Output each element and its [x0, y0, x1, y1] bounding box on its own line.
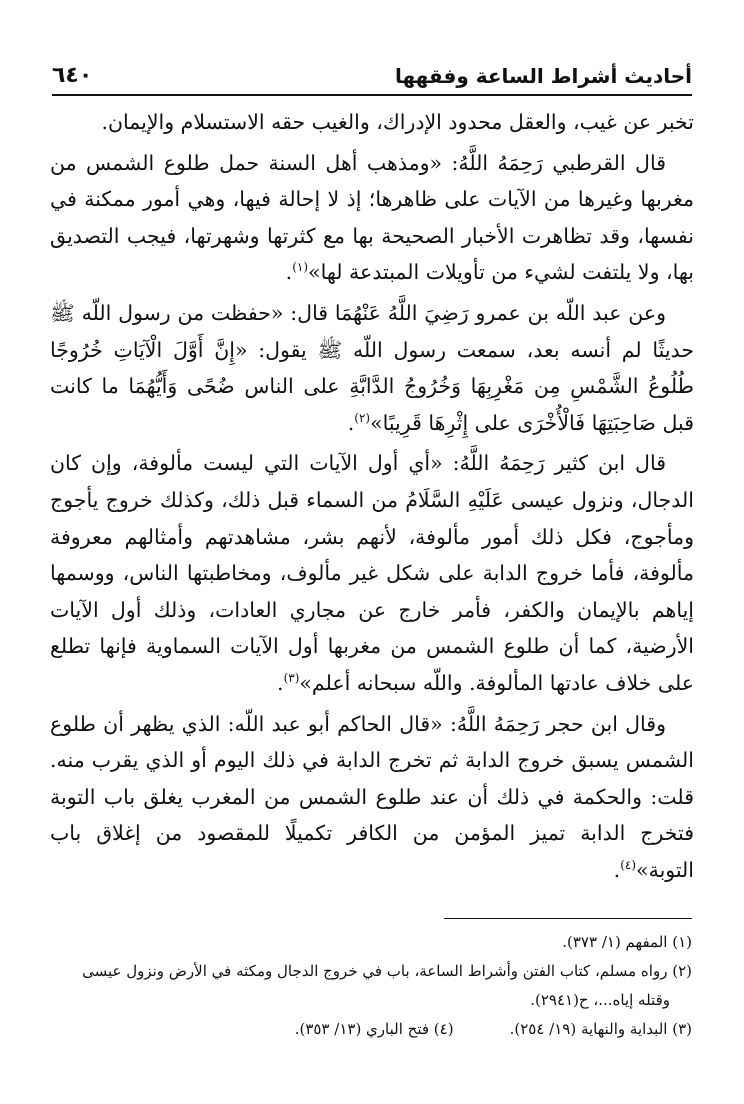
footnote-ref-3: (٣) — [283, 671, 300, 686]
paragraph-ibn-hajar: وقال ابن حجر رَحِمَهُ اللَّهُ: «قال الحاكم أبو عبد اللّه: الذي يظهر أن طلوع الشمس يسبق خروج الدابة ثم تخرج الدابة في ذلك اليوم أو الذي يقرب منه. قلت: والحكمة في ذلك أن عند طلوع الشمس من المغرب يغلق باب التوبة فتخرج الدابة تميز المؤمن من الكافر تكميلًا للمقصود من إغلاق باب التوبة»$^{(٤)}$. — [50, 711, 694, 882]
paragraph-continuation: تخبر عن غيب، والعقل محدود الإدراك، والغيب حقه الاستسلام والإيمان. — [101, 110, 694, 134]
footnote-row — [52, 1015, 692, 1044]
paragraph-ibn-kathir: قال ابن كثير رَحِمَهُ اللَّهُ: «أي أول الآيات التي ليست مألوفة، وإن كان الدجال، ونزول عيسى عَلَيْهِ السَّلَامُ من السماء قبل ذلك، وكذلك خروج يأجوج ومأجوج، فكل ذلك أمور مألوفة، لأنهم بشر، مشاهدتهم وأمثالهم معروفة مألوفة، فأما خروج الدابة على شكل غير مألوف، ومخاطبتها الناس، ووسمها إياهم بالإيمان والكفر، فأمر خارج عن مجاري العادات، وذلك أول الآيات الأرضية، كما أن طلوع الشمس من مغربها أول الآيات السماوية فإنها تطلع على خلاف عادتها المألوفة. واللّه سبحانه أعلم»$^{(٣)}$. — [50, 451, 694, 695]
running-title: أحاديث أشراط الساعة وفقهها — [394, 64, 692, 88]
footnote-ref-4: (٤) — [620, 858, 637, 873]
page-header — [52, 58, 692, 88]
page-number: ٦٤٠ — [52, 63, 93, 88]
header-divider — [52, 94, 692, 96]
paragraph-qurtubi: قال القرطبي رَحِمَهُ اللَّهُ: «ومذهب أهل السنة حمل طلوع الشمس من مغربها وغيرها من الآيات على ظاهرها؛ إذ لا إحالة فيها، وهي أمور ممكنة في نفسها، وقد تظاهرت الأخبار الصحيحة بها مع كثرتها وشهرتها، فيجب التصديق بها، ولا يلتفت لشيء من تأويلات المبتدعة لها»$^{(١)}$. — [50, 150, 694, 285]
page-body — [50, 104, 694, 888]
footnote-2: (٢) رواه مسلم، كتاب الفتن وأشراط الساعة، باب في خروج الدجال ومكثه في الأرض ونزول عيسى — [82, 962, 692, 980]
paragraph-hadith: وعن عبد اللّه بن عمرو رَضِيَ اللَّهُ عَنْهُمَا قال: «حفظت من رسول اللّه ﷺ حديثًا لم أنسه بعد، سمعت رسول اللّه ﷺ يقول: «إِنَّ أَوَّلَ الْآيَاتِ خُرُوجًا طُلُوعُ الشَّمْسِ مِن مَغْرِبِهَا وَخُرُوجُ الدَّابَّةِ على الناس ضُحًى وَأَيُّهُمَا ما كانت قبل صَاحِبَتِهَا فَالْأُخْرَى على إِثْرِهَا قَرِيبًا»$^{(٢)}$. — [50, 300, 694, 435]
footnote-ref-2: (٢) — [354, 410, 371, 425]
footnote-2-continuation: وقتله إياه...، ح(٢٩٤١). — [530, 991, 670, 1009]
footnotes — [52, 928, 692, 1044]
footnote-3: (٣) البداية والنهاية (١٩/ ٢٥٤). — [509, 1020, 692, 1038]
footnote-ref-1: (١) — [292, 260, 309, 275]
footnote-4: (٤) فتح الباري (١٣/ ٣٥٣). — [294, 1020, 454, 1038]
footnote-divider — [444, 918, 692, 919]
footnote-1: (١) المفهم (١/ ٣٧٣). — [562, 933, 692, 951]
